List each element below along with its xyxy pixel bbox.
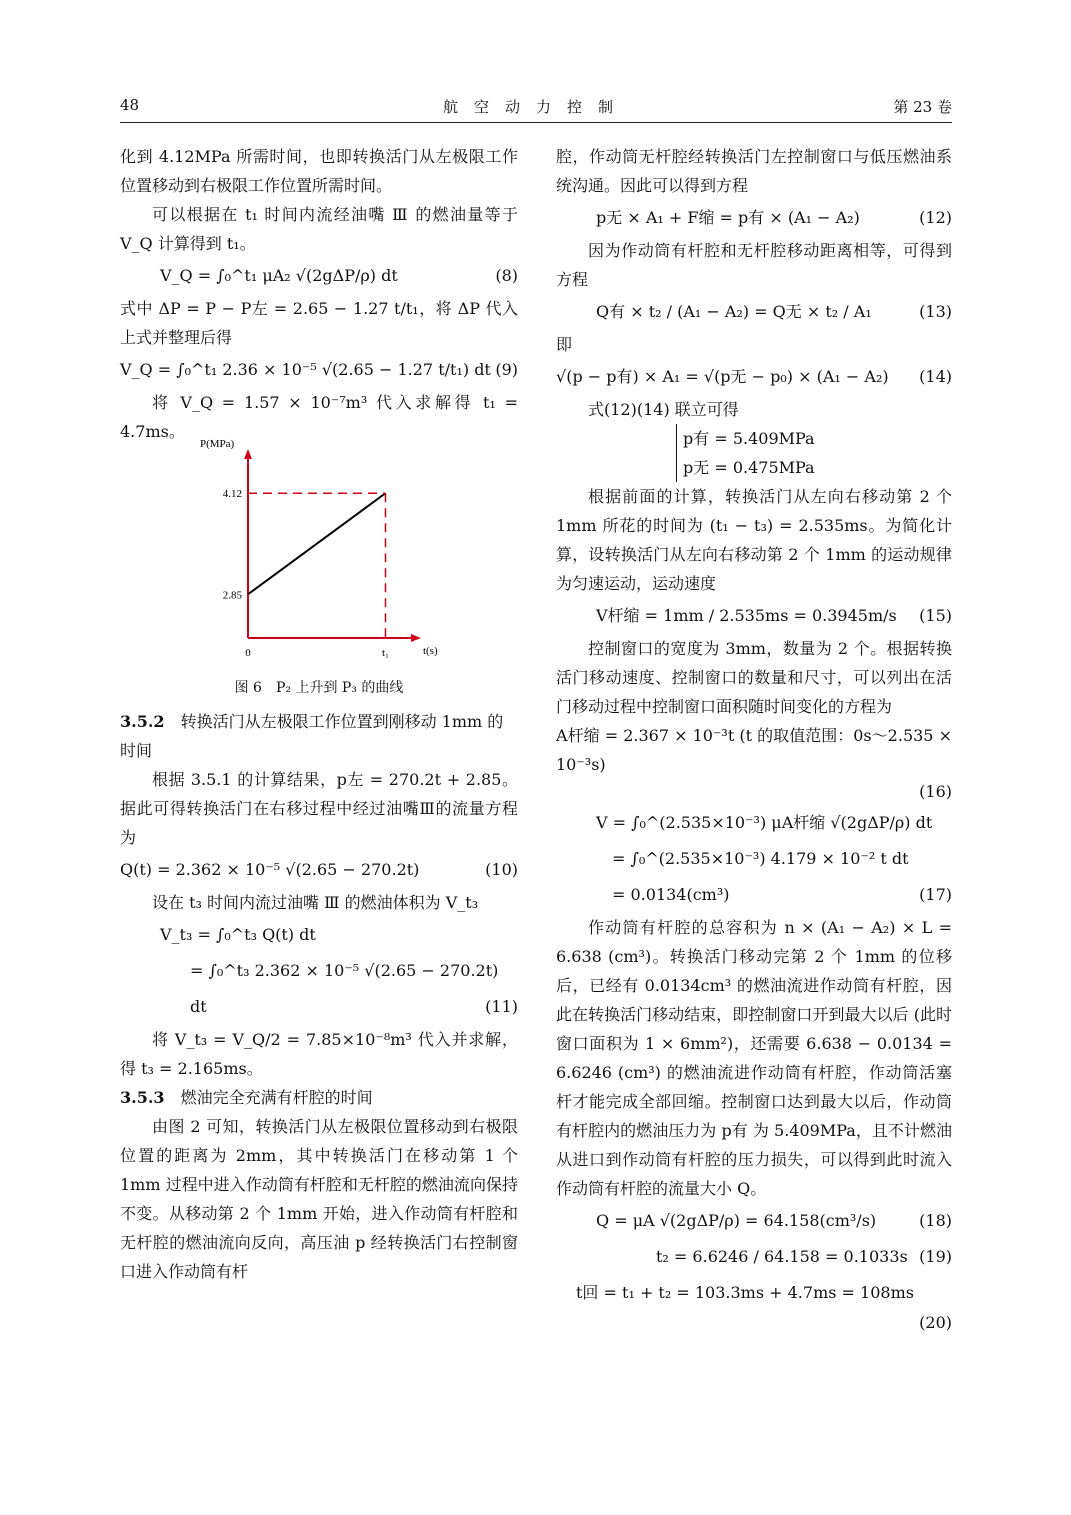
paragraph: 将 V_t₃ = V_Q/2 = 7.85×10⁻⁸m³ 代入并求解，得 t₃ = 2.165ms。	[120, 1030, 518, 1078]
journal-title: 航空动力控制	[442, 98, 629, 116]
equation-16-number: (16)	[919, 782, 952, 801]
section-heading-3-5-2: 3.5.2 转换活门从左极限工作位置到刚移动 1mm 的时间	[120, 712, 504, 760]
equation-17a: V = ∫₀^(2.535×10⁻³) μA杆缩 √(2gΔP/ρ) dt	[596, 813, 933, 832]
paragraph: 腔，作动筒无杆腔经转换活门左控制窗口与低压燃油系统沟通。因此可以得到方程	[556, 147, 952, 195]
equation-8: V_Q = ∫₀^t₁ μA₂ √(2gΔP/ρ) dt (8)	[160, 266, 518, 285]
equation-17c: = 0.0134(cm³) (17)	[612, 885, 952, 904]
equation-14: √(p − p有) × A₁ = √(p无 − p₀) × (A₁ − A₂) (14)	[556, 367, 952, 386]
equation-11a: V_t₃ = ∫₀^t₃ Q(t) dt	[160, 925, 316, 944]
page-header	[120, 92, 952, 123]
paragraph: 式中 ΔP = P − P左 = 2.65 − 1.27 t/t₁，将 ΔP 代入上式并整理后得	[120, 299, 518, 347]
y-tick-label: 2.85	[222, 589, 242, 602]
equation-15: V杆缩 = 1mm / 2.535ms = 0.3945m/s (15)	[596, 606, 952, 625]
paragraph: 即	[556, 335, 573, 354]
y-axis-label: P(MPa)	[200, 438, 235, 450]
figure-caption: 图 6 P₂ 上升到 P₃ 的曲线	[234, 680, 404, 696]
equation-19: t₂ = 6.6246 / 64.158 = 0.1033s (19)	[656, 1247, 952, 1266]
data-line	[248, 493, 386, 594]
equation-18: Q = μA √(2gΔP/ρ) = 64.158(cm³/s) (18)	[596, 1211, 952, 1230]
equation-20-number: (20)	[919, 1313, 952, 1332]
equation-17b: = ∫₀^(2.535×10⁻³) 4.179 × 10⁻² t dt	[612, 849, 909, 868]
paragraph: 根据 3.5.1 的计算结果，p左 = 270.2t + 2.85。据此可得转换活门在右移过程中经过油嘴Ⅲ的流量方程为	[120, 770, 518, 847]
paragraph: 因为作动筒有杆腔和无杆腔移动距离相等，可得到方程	[556, 241, 952, 289]
page-number: 48	[120, 96, 140, 114]
paragraph: 根据前面的计算，转换活门从左向右移动第 2 个 1mm 所花的时间为 (t₁ − t₃) = 2.535ms。为简化计算，设转换活门从左向右移动第 2 个 1mm 的运动规律为匀速运动，运动速度	[556, 487, 952, 593]
equation-20: t回 = t₁ + t₂ = 103.3ms + 4.7ms = 108ms	[576, 1283, 914, 1302]
equation-16: A杆缩 = 2.367 × 10⁻³t (t 的取值范围：0s～2.535 × 10⁻³s)	[556, 726, 952, 774]
paragraph: 控制窗口的宽度为 3mm，数量为 2 个。根据转换活门移动速度、控制窗口的数量和尺寸，可以列出在活门移动过程中控制窗口面积随时间变化的方程为	[556, 639, 952, 716]
equation-10: Q(t) = 2.362 × 10⁻⁵ √(2.65 − 270.2t) (10)	[120, 860, 518, 879]
paragraph: 可以根据在 t₁ 时间内流经油嘴 Ⅲ 的燃油量等于 V_Q 计算得到 t₁。	[120, 205, 518, 253]
volume-label: 第 23 卷	[893, 98, 952, 116]
figure-6-chart	[120, 438, 518, 671]
x-axis-label: t(s)	[423, 645, 438, 657]
y-tick-label: 4.12	[222, 488, 242, 501]
equation-13: Q有 × t₂ / (A₁ − A₂) = Q无 × t₂ / A₁ (13)	[596, 302, 952, 321]
right-column	[556, 142, 952, 1335]
paragraph: 化到 4.12MPa 所需时间，也即转换活门从左极限工作位置移动到右极限工作位置所需时间。	[120, 147, 518, 195]
paragraph: 式(12)(14) 联立可得	[588, 400, 739, 419]
paragraph: 作动筒有杆腔的总容积为 n × (A₁ − A₂) × L = 6.638 (cm³)。转换活门移动完第 2 个 1mm 的位移后，已经有 0.0134cm³ 的燃油流进作动筒有杆腔，因此在转换活门移动结束，即控制窗口开到最大以后 (此时窗口面积为 1 × 6mm²)，还需要 6.638 − 0.0134 = 6.6246 (cm³) 的燃油流进作动筒有杆腔，作动筒活塞杆才能完成全部回缩。控制窗口达到最大以后，作动筒有杆腔内的燃油压力为 p有 为 5.409MPa，且不计燃油从进口到作动筒有杆腔的压力损失，可以得到此时流入作动筒有杆腔的流量大小 Q。	[556, 918, 952, 1198]
paragraph: 将 V_Q = 1.57 × 10⁻⁷m³ 代入求解得 t₁ = 4.7ms。	[120, 393, 518, 441]
x-tick-label: 0	[245, 647, 251, 659]
section-heading-3-5-3: 3.5.3 燃油完全充满有杆腔的时间	[120, 1088, 373, 1107]
equation-system: p有 = 5.409MPa p无 = 0.475MPa	[556, 424, 952, 482]
paragraph: 设在 t₃ 时间内流过油嘴 Ⅲ 的燃油体积为 V_t₃	[152, 893, 479, 912]
equation-11-number: (11)	[485, 997, 518, 1016]
x-axis-arrow	[411, 634, 421, 642]
equation-12: p无 × A₁ + F缩 = p有 × (A₁ − A₂) (12)	[596, 208, 952, 227]
equation-9: V_Q = ∫₀^t₁ 2.36 × 10⁻⁵ √(2.65 − 1.27 t/t₁) dt (9)	[120, 360, 518, 379]
left-column	[120, 142, 518, 1286]
x-tick-label: t₁	[382, 647, 389, 659]
y-axis-arrow	[244, 449, 252, 459]
equation-11b: = ∫₀^t₃ 2.362 × 10⁻⁵ √(2.65 − 270.2t) dt	[190, 961, 499, 1016]
paragraph: 由图 2 可知，转换活门从左极限位置移动到右极限位置的距离为 2mm，其中转换活门在移动第 1 个 1mm 过程中进入作动筒有杆腔和无杆腔的燃油流向保持不变。从移动第 2 个 1mm 开始，进入作动筒有杆腔和无杆腔的燃油流向反向，高压油 p 经转换活门右控制窗口进入作动筒有杆	[120, 1117, 518, 1281]
